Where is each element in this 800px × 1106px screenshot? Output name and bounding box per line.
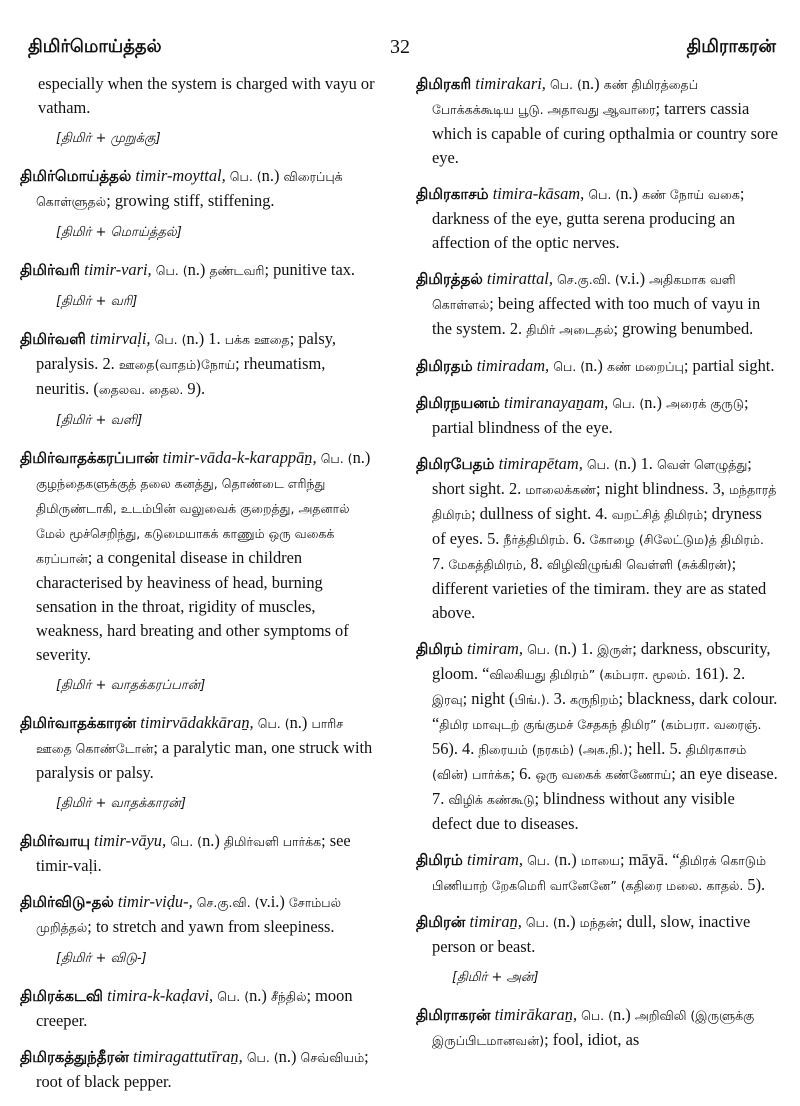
transliteration: timiram,	[462, 850, 528, 869]
headword: திமிரகத்துந்தீரன்	[20, 1048, 129, 1066]
dictionary-entry	[20, 890, 380, 940]
right-column	[416, 72, 778, 1065]
transliteration: timirvaḷi,	[85, 329, 155, 348]
headword: திமிர்வாயு	[20, 832, 90, 850]
page-number: 32	[390, 36, 410, 58]
dictionary-entry	[416, 72, 778, 170]
left-column	[20, 72, 380, 1106]
headword: திமிரதம்	[416, 357, 473, 375]
etymology: [திமிர் + மொய்த்தல்]	[56, 225, 182, 240]
transliteration: timira-k-kaḍavi,	[103, 986, 218, 1005]
definition: பெ. (n.) சீந்தில்; moon creeper.	[36, 986, 353, 1030]
definition: பெ. (n.) கண் மறைப்பு; partial sight.	[553, 356, 775, 375]
page-header	[22, 30, 778, 60]
headword: திமிரம்	[416, 640, 463, 658]
dictionary-entry	[416, 910, 778, 959]
transliteration: timir-moyttal,	[131, 166, 230, 185]
headword: திமிர்வாதக்கரப்பான்	[20, 449, 159, 467]
dictionary-entry	[416, 1003, 778, 1053]
definition: பெ. (n.) 1. இருள்; darkness, obscurity, gloom. “விலகியது திமிரம்” (கம்பரா. மூலம். 161). 2. இரவு; night (பிங்.). 3. கருநிறம்; blackness, dark colour. “திமிர மாவுடற் குங்குமச் சேதகந் திமிர” (கம்பரா. வரைஞ். 56). 4. நிரையம் (நரகம்) (அக.நி.); hell. 5. திமிரகாசம் (வின்) பார்க்க; 6. ஒரு வகைக் கண்ணோய்; an eye disease. 7. விழிக் கண்கூடு; blindness without any visible defect due to diseases.	[432, 639, 778, 833]
headword: திமிரம்	[416, 851, 463, 869]
header-right-guideword: திமிராகரன்	[686, 36, 776, 57]
dictionary-entry	[20, 829, 380, 878]
transliteration: timira-kāsam,	[488, 184, 589, 203]
headword: திமிரபேதம்	[416, 455, 495, 473]
headword: திமிரன்	[416, 913, 466, 931]
dictionary-entry	[20, 164, 380, 214]
headword: திமிர்வளி	[20, 330, 86, 348]
definition: பெ. (n.) தண்டவரி; punitive tax.	[155, 260, 356, 279]
etymology: [திமிர் + வரி]	[56, 294, 138, 309]
transliteration: timiram,	[462, 639, 528, 658]
transliteration: timir-vari,	[80, 260, 156, 279]
dictionary-entry	[416, 637, 778, 836]
entry-continuation: especially when the system is charged with vayu or vatham.	[38, 74, 375, 117]
definition: பெ. (n.) கண் நோய் வகை; darkness of the eye, gutta serena producing an affection of the optic nerves.	[432, 184, 745, 252]
definition: பெ. (n.) குழந்தைகளுக்குத் தலை கனத்து, தொண்டை எரிந்து திமிருண்டாகி, உடம்பின் வலுவைக் குறைத்து, அதனால் மேல் மூச்செறிந்து, கடுமையாகக் காணும் ஒரு வகைக் கரப்பான்; a congenital disease in children characterised by heaviness of head, burning sensation in the throat, rigidity of muscles, weakness, hard breating and other symptoms of severity.	[36, 448, 371, 664]
headword: திமிர்வாதக்காரன்	[20, 714, 137, 732]
transliteration: timirvādakkāraṉ,	[136, 713, 258, 732]
transliteration: timirākaraṉ,	[490, 1005, 582, 1024]
etymology: [திமிர் + வாதக்காரன்]	[56, 796, 186, 811]
dictionary-entry	[20, 711, 380, 785]
headword: திமிர்விடு-தல்	[20, 893, 114, 911]
dictionary-entry	[20, 984, 380, 1033]
definition: செ.கு.வி. (v.i.) சோம்பல் முறித்தல்; to stretch and yawn from sleepiness.	[36, 892, 341, 936]
definition: பெ. (n.) மாயை; māyā. “திமிரக் கொடும் பிணியாற் றேகமெரி வானேனே” (கதிரை மலை. காதல். 5).	[432, 850, 767, 894]
headword: திமிராகரன்	[416, 1006, 491, 1024]
etymology: [திமிர் + வளி]	[56, 413, 143, 428]
headword: திமிர்வரி	[20, 261, 81, 279]
transliteration: timiranayaṉam,	[499, 393, 613, 412]
dictionary-entry	[416, 182, 778, 255]
headword: திமிரகாசம்	[416, 185, 489, 203]
definition: பெ. (n.) விரைப்புக் கொள்ளுதல்; growing stiff, stiffening.	[36, 166, 343, 210]
headword: திமிரக்கடவி	[20, 987, 103, 1005]
dictionary-entry	[416, 452, 778, 625]
transliteration: timirattal,	[482, 269, 558, 288]
headword: திமிரநயனம்	[416, 394, 500, 412]
dictionary-entry	[416, 848, 778, 898]
definition: செ.கு.வி. (v.i.) அதிகமாக வளி கொள்ளல்; being affected with too much of vayu in the system. 2. திமிர் அடைதல்; growing benumbed.	[432, 269, 761, 338]
dictionary-entry	[20, 258, 380, 283]
definition: பெ. (n.) அறிவிலி (இருளுக்கு இருப்பிடமானவன்); fool, idiot, as	[432, 1005, 755, 1049]
definition: பெ. (n.) மந்தன்; dull, slow, inactive person or beast.	[432, 912, 751, 956]
transliteration: timir-vāyu,	[89, 831, 171, 850]
transliteration: timir-viḍu-,	[113, 892, 197, 911]
definition: பெ. (n.) பாரிச ஊதை கொண்டோன்; a paralytic man, one struck with paralysis or palsy.	[36, 713, 373, 782]
definition: பெ. (n.) திமிர்வளி பார்க்க; see timir-vaḷi.	[36, 831, 351, 875]
dictionary-entry	[416, 267, 778, 342]
definition: பெ. (n.) கண் திமிரத்தைப் போக்கக்கூடிய பூடு. அதாவது ஆவாரை; tarrers cassia which is capable of curing opthalmia or country sore eye.	[432, 74, 778, 167]
etymology: [திமிர் + அன்]	[452, 970, 539, 985]
definition: பெ. (n.) 1. பக்க ஊதை; palsy, paralysis. 2. ஊதை(வாதம்)நோய்; rheumatism, neuritis. (தைலவ. தைல. 9).	[36, 329, 336, 398]
definition: பெ. (n.) அரைக் குருடு; partial blindness of the eye.	[432, 393, 749, 437]
dictionary-entry	[416, 354, 778, 379]
headword: திமிரத்தல்	[416, 270, 483, 288]
headword: திமிரகரி	[416, 75, 472, 93]
transliteration: timiragattutīraṉ,	[128, 1047, 247, 1066]
etymology: [திமிர் + விடு-]	[56, 951, 147, 966]
transliteration: timir-vāda-k-karappāṉ,	[158, 448, 321, 467]
transliteration: timirapētam,	[494, 454, 587, 473]
header-left-guideword: திமிர்மொய்த்தல்	[28, 36, 162, 57]
definition: பெ. (n.) செவ்வியம்; root of black pepper.	[36, 1047, 369, 1091]
dictionary-entry	[20, 1045, 380, 1094]
transliteration: timirakari,	[471, 74, 550, 93]
definition: பெ. (n.) 1. வெள் ளெழுத்து; short sight. 2. மாலைக்கண்; night blindness. 3, மந்தாரத் திமிரம்; dullness of sight. 4. வறட்சித் திமிரம்; dryness of eyes. 5. நீர்த்திமிரம். 6. கோழை (சிலேட்டும)த் திமிரம். 7. மேகத்திமிரம், 8. விழிவிழுங்கி வெள்ளி (சுக்கிரன்); different varieties of the timiram. they are as stated above.	[432, 454, 777, 622]
dictionary-entry	[416, 391, 778, 440]
headword: திமிர்மொய்த்தல்	[20, 167, 132, 185]
etymology: [திமிர் + வாதக்கரப்பான்]	[56, 678, 206, 693]
transliteration: timiradam,	[472, 356, 554, 375]
etymology: [திமிர் + முறுக்கு]	[56, 131, 161, 146]
dictionary-entry	[20, 446, 380, 667]
dictionary-entry	[20, 327, 380, 402]
transliteration: timiraṉ,	[465, 912, 526, 931]
